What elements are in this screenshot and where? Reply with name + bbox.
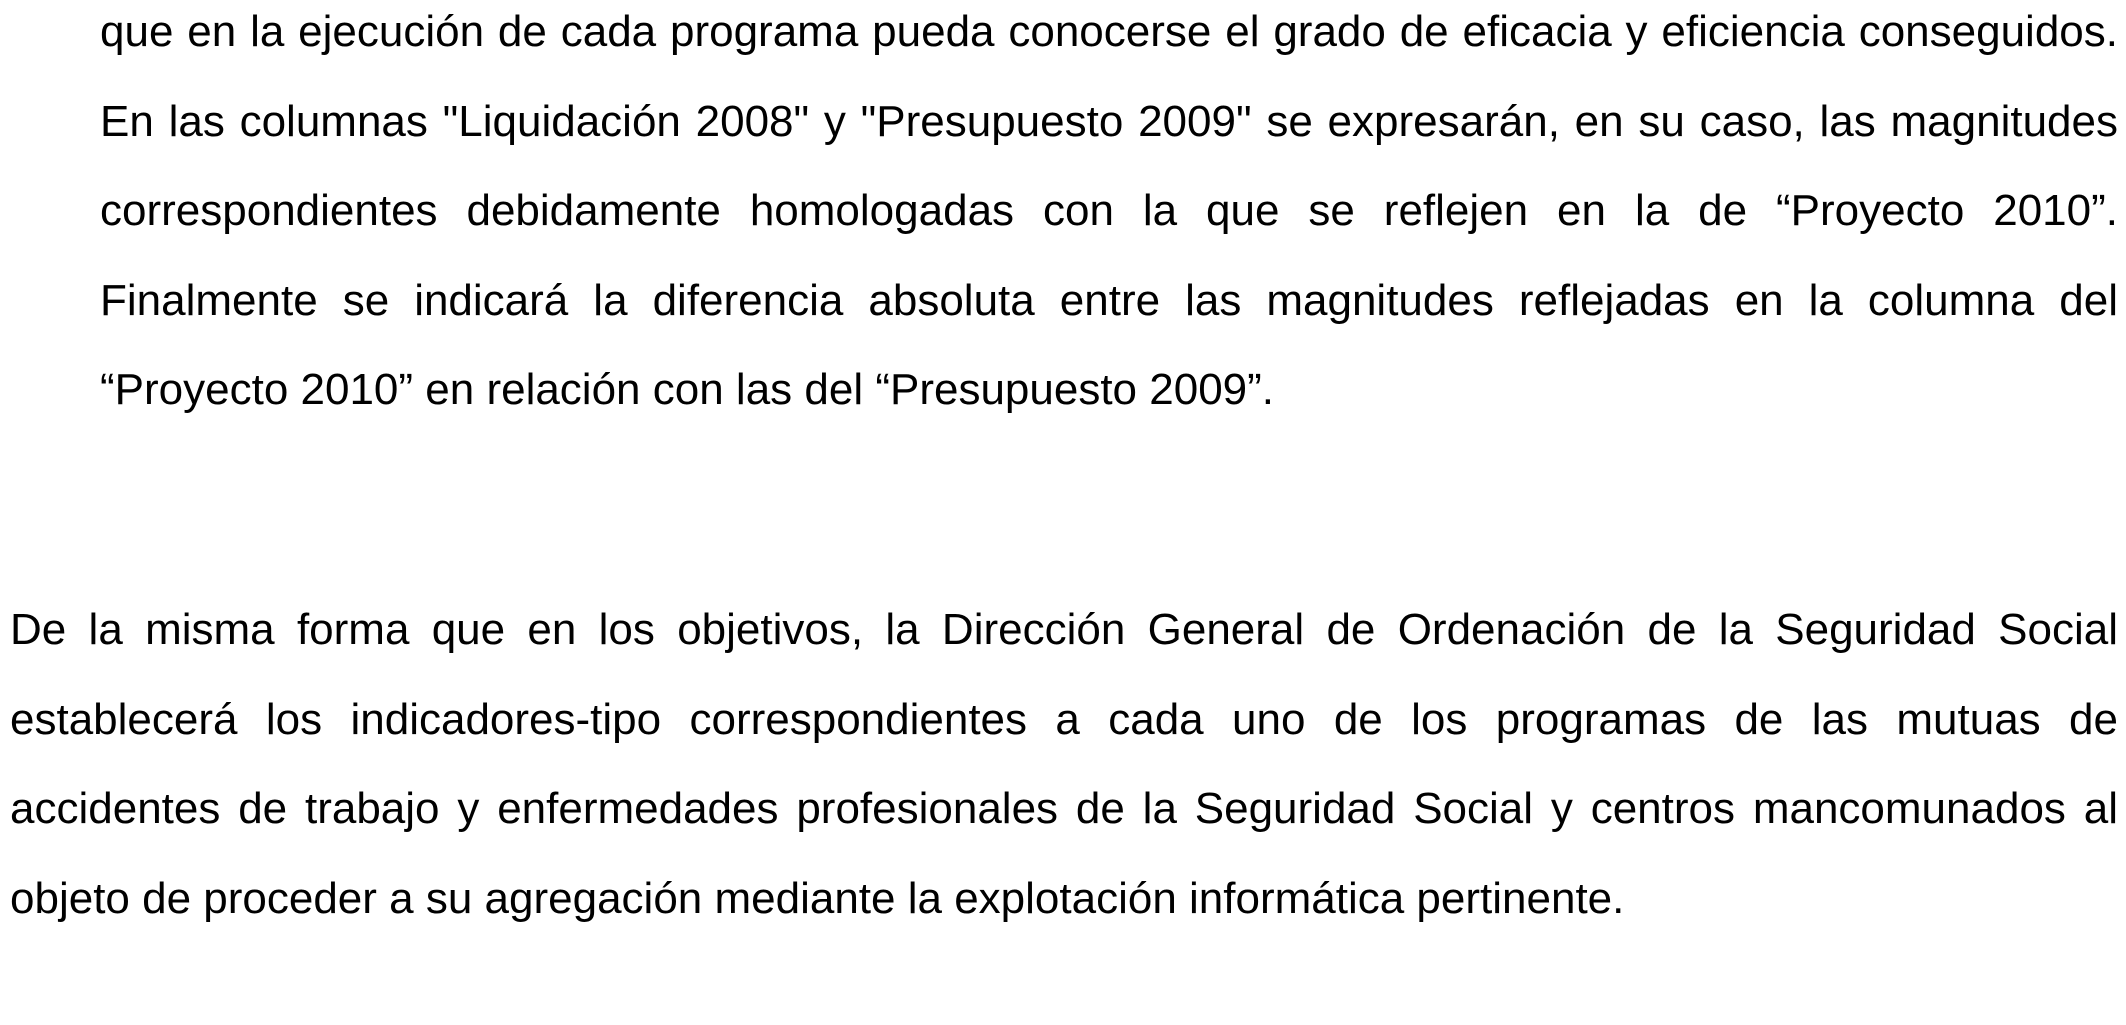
paragraph-indicators-types: De la misma forma que en los objetivos, la Dirección General de Ordenación de la Seguridad Social establecerá los indicadores-tipo correspondientes a cada uno de los programas de las mutuas de accidentes de trabajo y enfermedades profesionales de la Seguridad Social y centros mancomunados al objeto de proceder a su agregación mediante la explotación informática pertinente. [10, 605, 2118, 923]
paragraph-indicators-columns: que en la ejecución de cada programa pueda conocerse el grado de eficacia y eficiencia conseguidos. En las columnas "Liquidación 2008" y "Presupuesto 2009" se expresarán, en su caso, las magnitudes correspondientes debidamente homologadas con la que se reflejen en la de “Proyecto 2010”. Finalmente se indicará la diferencia absoluta entre las magnitudes reflejadas en la columna del “Proyecto 2010” en relación con las del “Presupuesto 2009”. [100, 7, 2118, 415]
